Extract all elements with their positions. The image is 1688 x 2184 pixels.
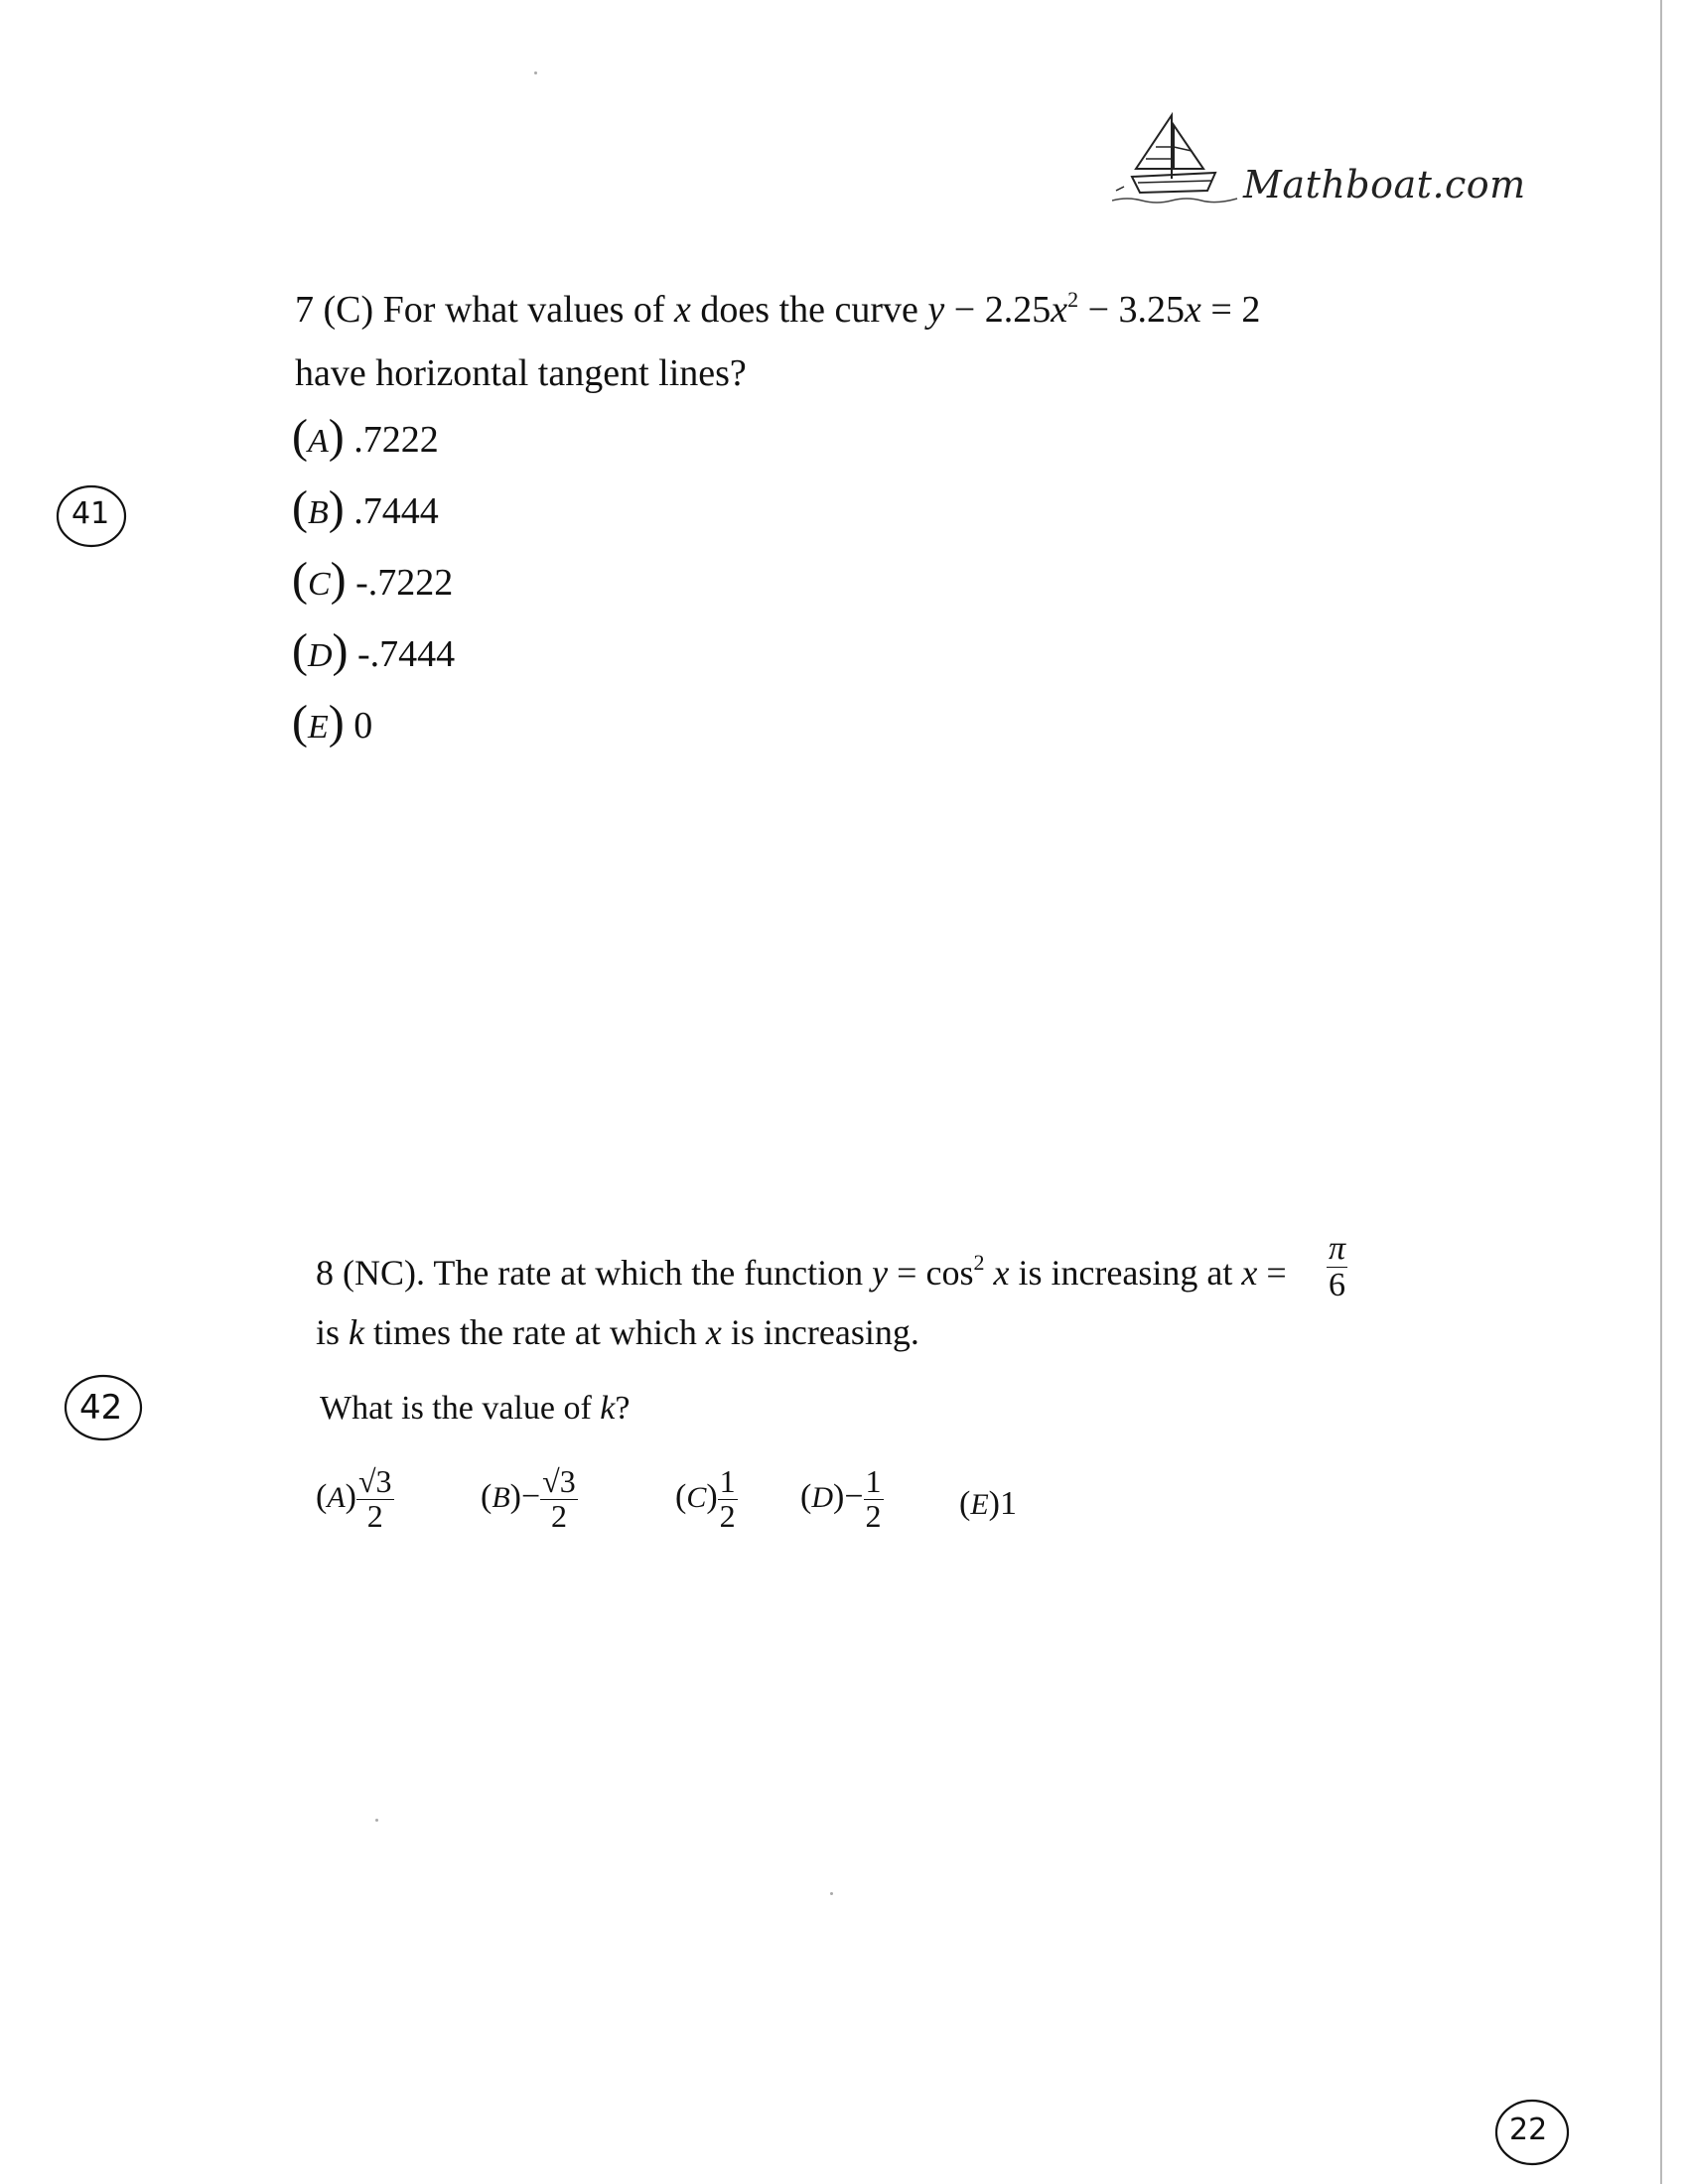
- scan-speck: [830, 1892, 833, 1895]
- exponent: 2: [973, 1250, 985, 1275]
- var-k: k: [349, 1312, 364, 1352]
- q8-prefix: 8 (NC). The rate at which the function: [316, 1253, 873, 1293]
- page-number-mark: [1489, 2095, 1575, 2170]
- mathboat-logo: [1112, 107, 1529, 216]
- eq-part: =: [1257, 1253, 1287, 1293]
- var-x: x: [705, 1312, 722, 1352]
- q7-prefix: 7 (C) For what values of: [295, 289, 675, 331]
- choice-value: -.7222: [355, 562, 454, 604]
- fraction-denominator: 2: [865, 1497, 882, 1534]
- choice-value: 0: [353, 705, 373, 747]
- q8-choice-b: (B)− $\frac{√3}{2}$: [481, 1463, 576, 1534]
- choice-label: B: [307, 494, 329, 531]
- q8-mid: is increasing at: [1009, 1253, 1242, 1293]
- fraction-numerator: √3: [542, 1463, 576, 1499]
- choice-sign: −: [520, 1477, 541, 1515]
- fraction-numerator: π: [1329, 1230, 1346, 1267]
- fraction-numerator: 1: [719, 1463, 736, 1499]
- sailboat-icon: [1112, 107, 1251, 216]
- q7-choice-c: (C) -.7222: [292, 553, 454, 606]
- scan-speck: [534, 71, 537, 74]
- q8-stem-line2: [316, 1314, 919, 1350]
- q7-stem-line2: have horizontal tangent lines?: [295, 352, 747, 394]
- var-y: y: [927, 289, 945, 331]
- eq-part: − 2.25: [944, 289, 1052, 331]
- fraction-numerator: √3: [357, 1463, 392, 1499]
- var-k: k: [600, 1390, 616, 1427]
- choice-label: A: [327, 1480, 346, 1514]
- choice-value: 1: [999, 1485, 1017, 1522]
- q7-choice-e: (E) 0: [292, 696, 373, 749]
- var-x: x: [674, 289, 691, 331]
- pi-over-6-fraction: [1327, 1231, 1347, 1302]
- choice-value: .7444: [353, 490, 439, 532]
- choice-label: B: [492, 1480, 510, 1514]
- q7-mid: does the curve: [690, 289, 928, 331]
- margin-mark-41: [52, 480, 131, 552]
- q8-choice-c: (C) $\frac{1}{2}$: [675, 1463, 736, 1534]
- mark-number: 41: [71, 496, 110, 531]
- eq-part: = 2: [1200, 289, 1261, 331]
- q7-choice-d: (D) -.7444: [292, 624, 456, 677]
- margin-mark-42: [58, 1366, 151, 1445]
- choice-sign: −: [844, 1477, 864, 1515]
- page-edge-line: [1660, 0, 1662, 2184]
- scan-speck: [375, 1819, 378, 1822]
- q8-choice-d: (D)− $\frac{1}{2}$: [800, 1463, 882, 1534]
- eq-part: = cos: [888, 1253, 974, 1293]
- q8-question: [320, 1392, 630, 1426]
- fraction-denominator: 2: [550, 1497, 567, 1534]
- choice-value: -.7444: [357, 633, 456, 675]
- choice-label: E: [970, 1488, 989, 1521]
- var-x: x: [1051, 289, 1068, 331]
- choice-label: D: [811, 1480, 833, 1514]
- choice-label: E: [307, 709, 329, 746]
- mark-number: 42: [79, 1388, 123, 1428]
- q7-choice-a: (A) .7222: [292, 410, 439, 463]
- var-y: y: [872, 1253, 889, 1293]
- fraction-denominator: 2: [719, 1497, 736, 1534]
- fraction-denominator: 6: [1329, 1266, 1346, 1303]
- choice-label: D: [307, 637, 333, 674]
- page-number: 22: [1509, 2113, 1548, 2147]
- eq-part: − 3.25: [1078, 289, 1186, 331]
- q8-text: is increasing.: [721, 1312, 919, 1352]
- choice-value: .7222: [353, 419, 439, 461]
- choice-label: C: [307, 566, 331, 603]
- q8-text: What is the value of: [320, 1390, 601, 1427]
- q7-choice-b: (B) .7444: [292, 481, 439, 534]
- q8-choice-e: (E)1: [959, 1485, 1017, 1522]
- choice-label: C: [686, 1480, 707, 1514]
- fraction-denominator: 2: [366, 1497, 383, 1534]
- var-x: x: [1185, 289, 1201, 331]
- q8-choice-a: (A) $\frac{√3}{2}$: [316, 1463, 392, 1534]
- q8-text: times the rate at which: [364, 1312, 706, 1352]
- choice-label: A: [307, 423, 329, 460]
- q8-text: is: [316, 1312, 350, 1352]
- q7-stem-line1: [295, 287, 1261, 331]
- q8-stem-line1: [316, 1250, 1287, 1293]
- exponent: 2: [1067, 287, 1079, 312]
- q8-text: ?: [615, 1390, 631, 1427]
- fraction-numerator: 1: [865, 1463, 882, 1499]
- var-x: x: [1241, 1253, 1258, 1293]
- var-x: x: [993, 1253, 1010, 1293]
- site-name: Mathboat.com: [1243, 163, 1526, 206]
